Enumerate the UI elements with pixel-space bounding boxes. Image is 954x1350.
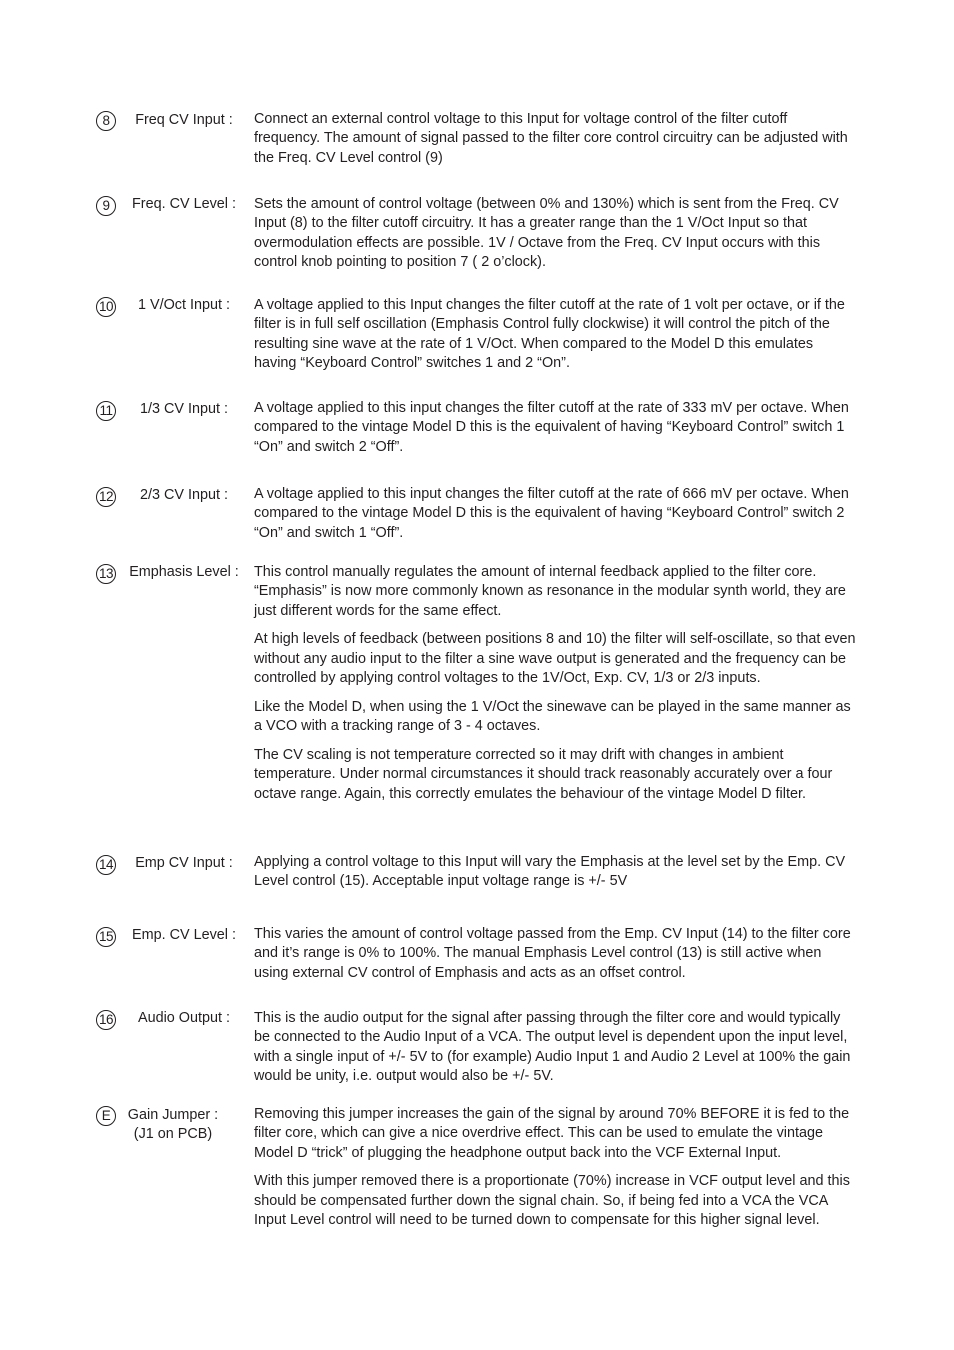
entry-description (254, 1009, 856, 1086)
paragraph: This is the audio output for the signal after passing through the filter core and would typically be connected to the Audio Input of a VCA. The output level is dependent upon the input level, with a single input of +/- 5V to (for example) Audio Input 1 and Audio 2 Level at 100% the gain would be unity, i.e. output would also be +/- 5V. (254, 1010, 851, 1084)
entry-label: Freq. CV Level : (132, 196, 236, 212)
paragraph: With this jumper removed there is a proportionate (70%) increase in VCF output level and this should be compensated further down the signal chain. So, if being fed into a VCA the VCA Input Level control will need to be turned down to compensate for this higher signal level. (254, 1173, 850, 1229)
entry-description (254, 853, 856, 892)
paragraph: A voltage applied to this input changes the filter cutoff at the rate of 666 mV per octave. When compared to the vintage Model D this is the equivalent of having “Keyboard Control” switch 2 “On” and switch 1 “Off”. (254, 486, 849, 541)
entry-label: 1 V/Oct Input : (138, 297, 230, 313)
paragraph: This varies the amount of control voltage passed from the Emp. CV Input (14) to the filter core and it’s range is 0% to 100%. The manual Emphasis Level control (13) is still active when using external CV control of Emphasis and acts as an offset control. (254, 926, 851, 981)
paragraph: This control manually regulates the amount of internal feedback applied to the filter core. “Emphasis” is now more commonly known as resonance in the modular synth world, they are just different words for the same effect. (254, 564, 846, 619)
entry-description (254, 925, 856, 983)
paragraph: Removing this jumper increases the gain of the signal by around 70% BEFORE it is fed to the filter core, which can give a nice overdrive effect. This can be used to emulate the vintage Model D “trick” of plugging the headphone output back into the VCF External Input. (254, 1106, 850, 1161)
paragraph: The CV scaling is not temperature corrected so it may drift with changes in ambient temperature. Under normal circumstances it should track reasonably accurately over a four octave range. Again, this correctly emulates the behaviour of the vintage Model D filter. (254, 747, 833, 802)
paragraph: A voltage applied to this Input changes the filter cutoff at the rate of 1 volt per octave, or if the filter is in full self oscillation (Emphasis Control fully clockwise) it will control the pitch of the resulting sine wave at the rate of 1 V/Oct. When compared to the Model D this emulates having “Keyboard Control” switches 1 and 2 “On”. (254, 297, 845, 371)
paragraph: A voltage applied to this input changes the filter cutoff at the rate of 333 mV per octave. When compared to the vintage Model D this is the equivalent of having “Keyboard Control” switch 1 “On” and switch 2 “Off”. (254, 400, 849, 455)
entry-label: Audio Output : (137, 1010, 230, 1026)
entry-description (254, 485, 856, 543)
item-number-badge: 10 (96, 297, 116, 317)
entry-description (254, 563, 856, 804)
entry-label: 2/3 CV Input : (140, 487, 228, 503)
entry-sublabel: (J1 on PCB) (133, 1126, 213, 1143)
paragraph: At high levels of feedback (between positions 8 and 10) the filter will self-oscillate, so that even without any audio input to the filter a sine wave output is generated and the frequency can be controlled by applying control voltages to the 1V/Oct, Exp. CV, 1/3 or 2/3 inputs. (254, 631, 856, 687)
entry-description (254, 195, 856, 272)
entry-description (254, 110, 856, 168)
entry-description (254, 296, 856, 373)
item-number-badge: 15 (96, 927, 116, 947)
entry-label: Freq CV Input : (135, 112, 233, 128)
paragraph: Sets the amount of control voltage (between 0% and 130%) which is sent from the Freq. CV Input (8) to the filter cutoff circuitry. It has a greater range than the 1 V/Oct Input so that overmodulation effects are possible. 1V / Octave from the Freq. CV Input occurs with this control knob pointing to position 7 ( 2 o’clock). (254, 196, 839, 270)
item-number-badge: 11 (96, 401, 116, 421)
entry-description (254, 1105, 856, 1230)
entry-label: Emp CV Input : (135, 855, 233, 871)
item-number-badge: 12 (96, 487, 116, 507)
item-number-badge: 14 (96, 855, 116, 875)
entry-label: Emphasis Level : (129, 564, 239, 580)
item-number-badge: 16 (96, 1010, 116, 1030)
entry-label: Gain Jumper : (J1 on PCB) (114, 1106, 232, 1145)
entry-label: 1/3 CV Input : (140, 401, 228, 417)
item-number-badge: 13 (96, 564, 116, 584)
item-number-badge: 9 (96, 196, 116, 216)
paragraph: Like the Model D, when using the 1 V/Oct the sinewave can be played in the same manner as a VCO with a tracking range of 3 - 4 octaves. (254, 698, 851, 735)
entry-description (254, 399, 856, 457)
paragraph: Connect an external control voltage to this Input for voltage control of the filter cutoff frequency. The amount of signal passed to the filter core control circuitry can be adjusted with the Freq. CV Level control (9) (254, 111, 848, 166)
paragraph: Applying a control voltage to this Input will vary the Emphasis at the level set by the Emp. CV Level control (15). Acceptable input voltage range is +/- 5V (254, 854, 846, 890)
item-number-badge: E (96, 1106, 116, 1126)
entry-label: Emp. CV Level : (132, 927, 236, 943)
item-number-badge: 8 (96, 111, 116, 131)
